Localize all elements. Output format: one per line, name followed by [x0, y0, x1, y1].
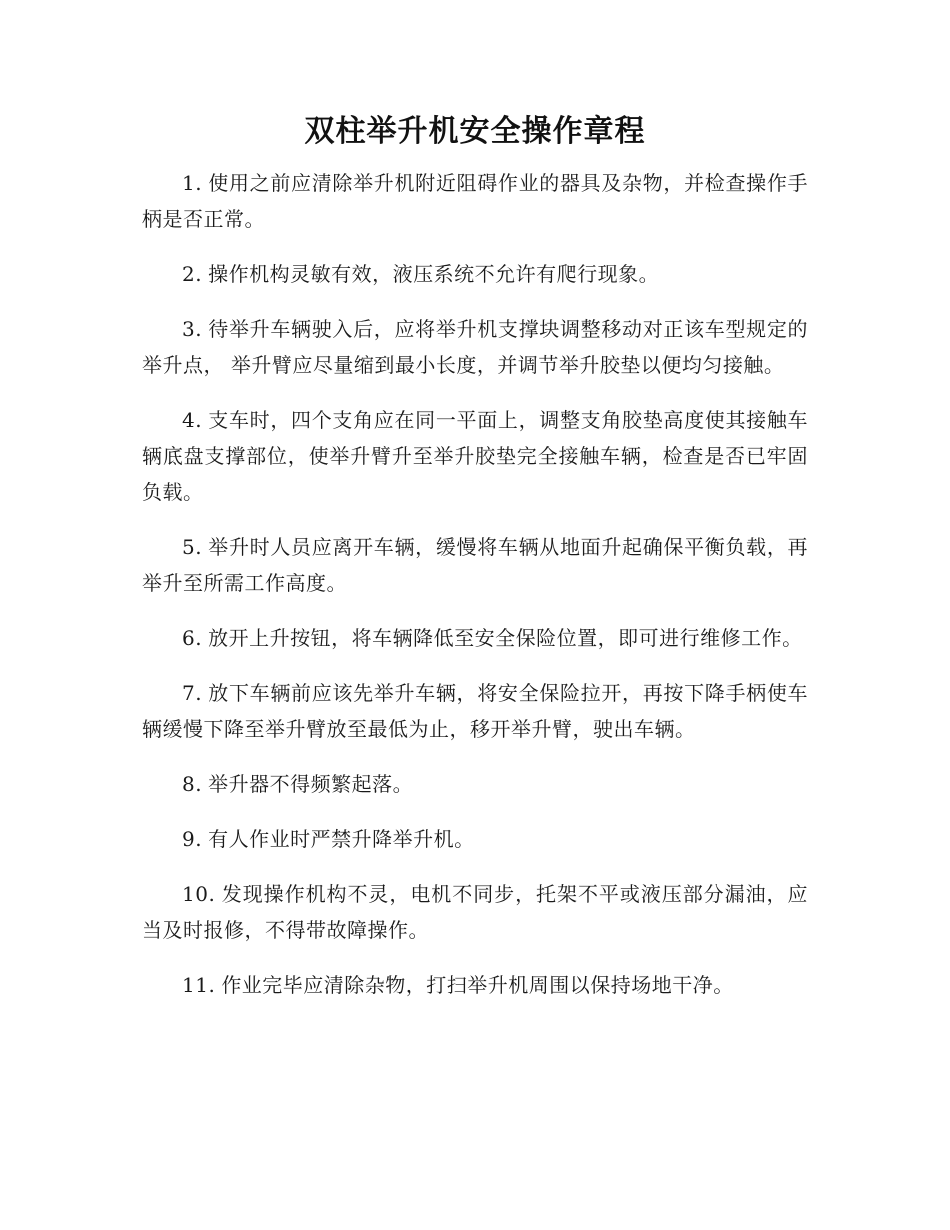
list-item: [142, 402, 808, 510]
item-number: 11.: [182, 973, 216, 997]
item-text: 发现操作机构不灵，电机不同步，托架不平或液压部分漏油，应当及时报修，不得带故障操作。: [142, 882, 808, 942]
list-item: [142, 967, 808, 1003]
item-text: 举升时人员应离开车辆，缓慢将车辆从地面升起确保平衡负载，再举升至所需工作高度。: [142, 535, 808, 595]
item-number: 1.: [182, 171, 203, 195]
item-number: 2.: [182, 262, 203, 286]
list-item: [142, 620, 808, 656]
document-title: 双柱举升机安全操作章程: [304, 114, 646, 149]
list-item: [142, 821, 808, 857]
item-number: 3.: [182, 317, 203, 341]
item-number: 7.: [182, 681, 203, 705]
item-text: 作业完毕应清除杂物，打扫举升机周围以保持场地干净。: [221, 973, 734, 997]
list-item: [142, 675, 808, 747]
list-item: [142, 311, 808, 383]
item-text: 放下车辆前应该先举升车辆，将安全保险拉开，再按下降手柄使车辆缓慢下降至举升臂放至最低为止，移开举升臂，驶出车辆。: [142, 681, 808, 741]
list-item: [142, 876, 808, 948]
item-text: 支车时，四个支角应在同一平面上，调整支角胶垫高度使其接触车辆底盘支撑部位，使举升臂升至举升胶垫完全接触车辆，检查是否已牢固负载。: [142, 408, 808, 504]
list-item: [142, 529, 808, 601]
item-number: 6.: [182, 626, 203, 650]
item-text: 使用之前应清除举升机附近阻碍作业的器具及杂物，并检查操作手柄是否正常。: [142, 171, 808, 231]
document-body: [142, 165, 808, 1022]
item-text: 待举升车辆驶入后，应将举升机支撑块调整移动对正该车型规定的举升点， 举升臂应尽量缩到最小长度，并调节举升胶垫以便均匀接触。: [142, 317, 808, 377]
item-number: 5.: [182, 535, 203, 559]
list-item: [142, 766, 808, 802]
item-number: 10.: [182, 882, 216, 906]
item-text: 举升器不得频繁起落。: [208, 772, 414, 796]
item-text: 操作机构灵敏有效，液压系统不允许有爬行现象。: [208, 262, 660, 286]
item-number: 8.: [182, 772, 203, 796]
list-item: [142, 165, 808, 237]
list-item: [142, 256, 808, 292]
item-number: 9.: [182, 827, 203, 851]
item-number: 4.: [182, 408, 203, 432]
item-text: 有人作业时严禁升降举升机。: [208, 827, 475, 851]
item-text: 放开上升按钮，将车辆降低至安全保险位置，即可进行维修工作。: [208, 626, 803, 650]
